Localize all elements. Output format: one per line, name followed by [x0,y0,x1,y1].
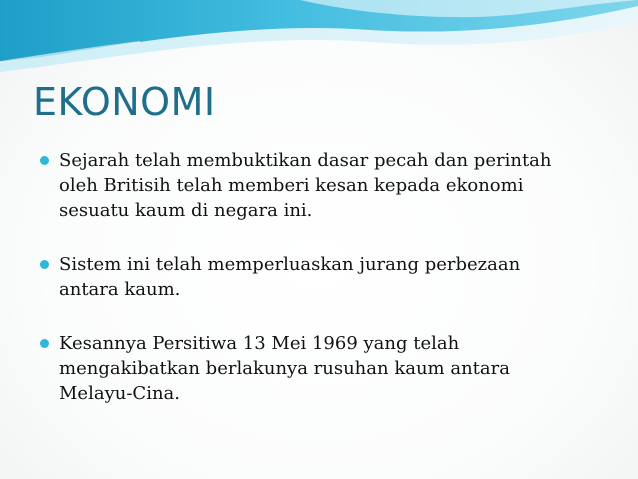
bullet-item [37,148,597,223]
bullet-dot-icon [40,156,49,165]
bullet-text: Sejarah telah membuktikan dasar pecah dan perintah oleh Britisih telah memberi kesan kepada ekonomi sesuatu kaum di negara ini. [59,150,552,221]
slide-title: EKONOMI [33,80,216,124]
bullet-list [37,148,597,435]
bullet-text: Kesannya Persitiwa 13 Mei 1969 yang telah mengakibatkan berlakunya rusuhan kaum antara Melayu-Cina. [59,333,510,404]
header-wave-decoration [0,0,638,90]
bullet-dot-icon [40,260,49,269]
bullet-item [37,331,597,406]
bullet-dot-icon [40,339,49,348]
bullet-item [37,252,597,302]
bullet-text: Sistem ini telah memperluaskan jurang perbezaan antara kaum. [59,254,521,300]
